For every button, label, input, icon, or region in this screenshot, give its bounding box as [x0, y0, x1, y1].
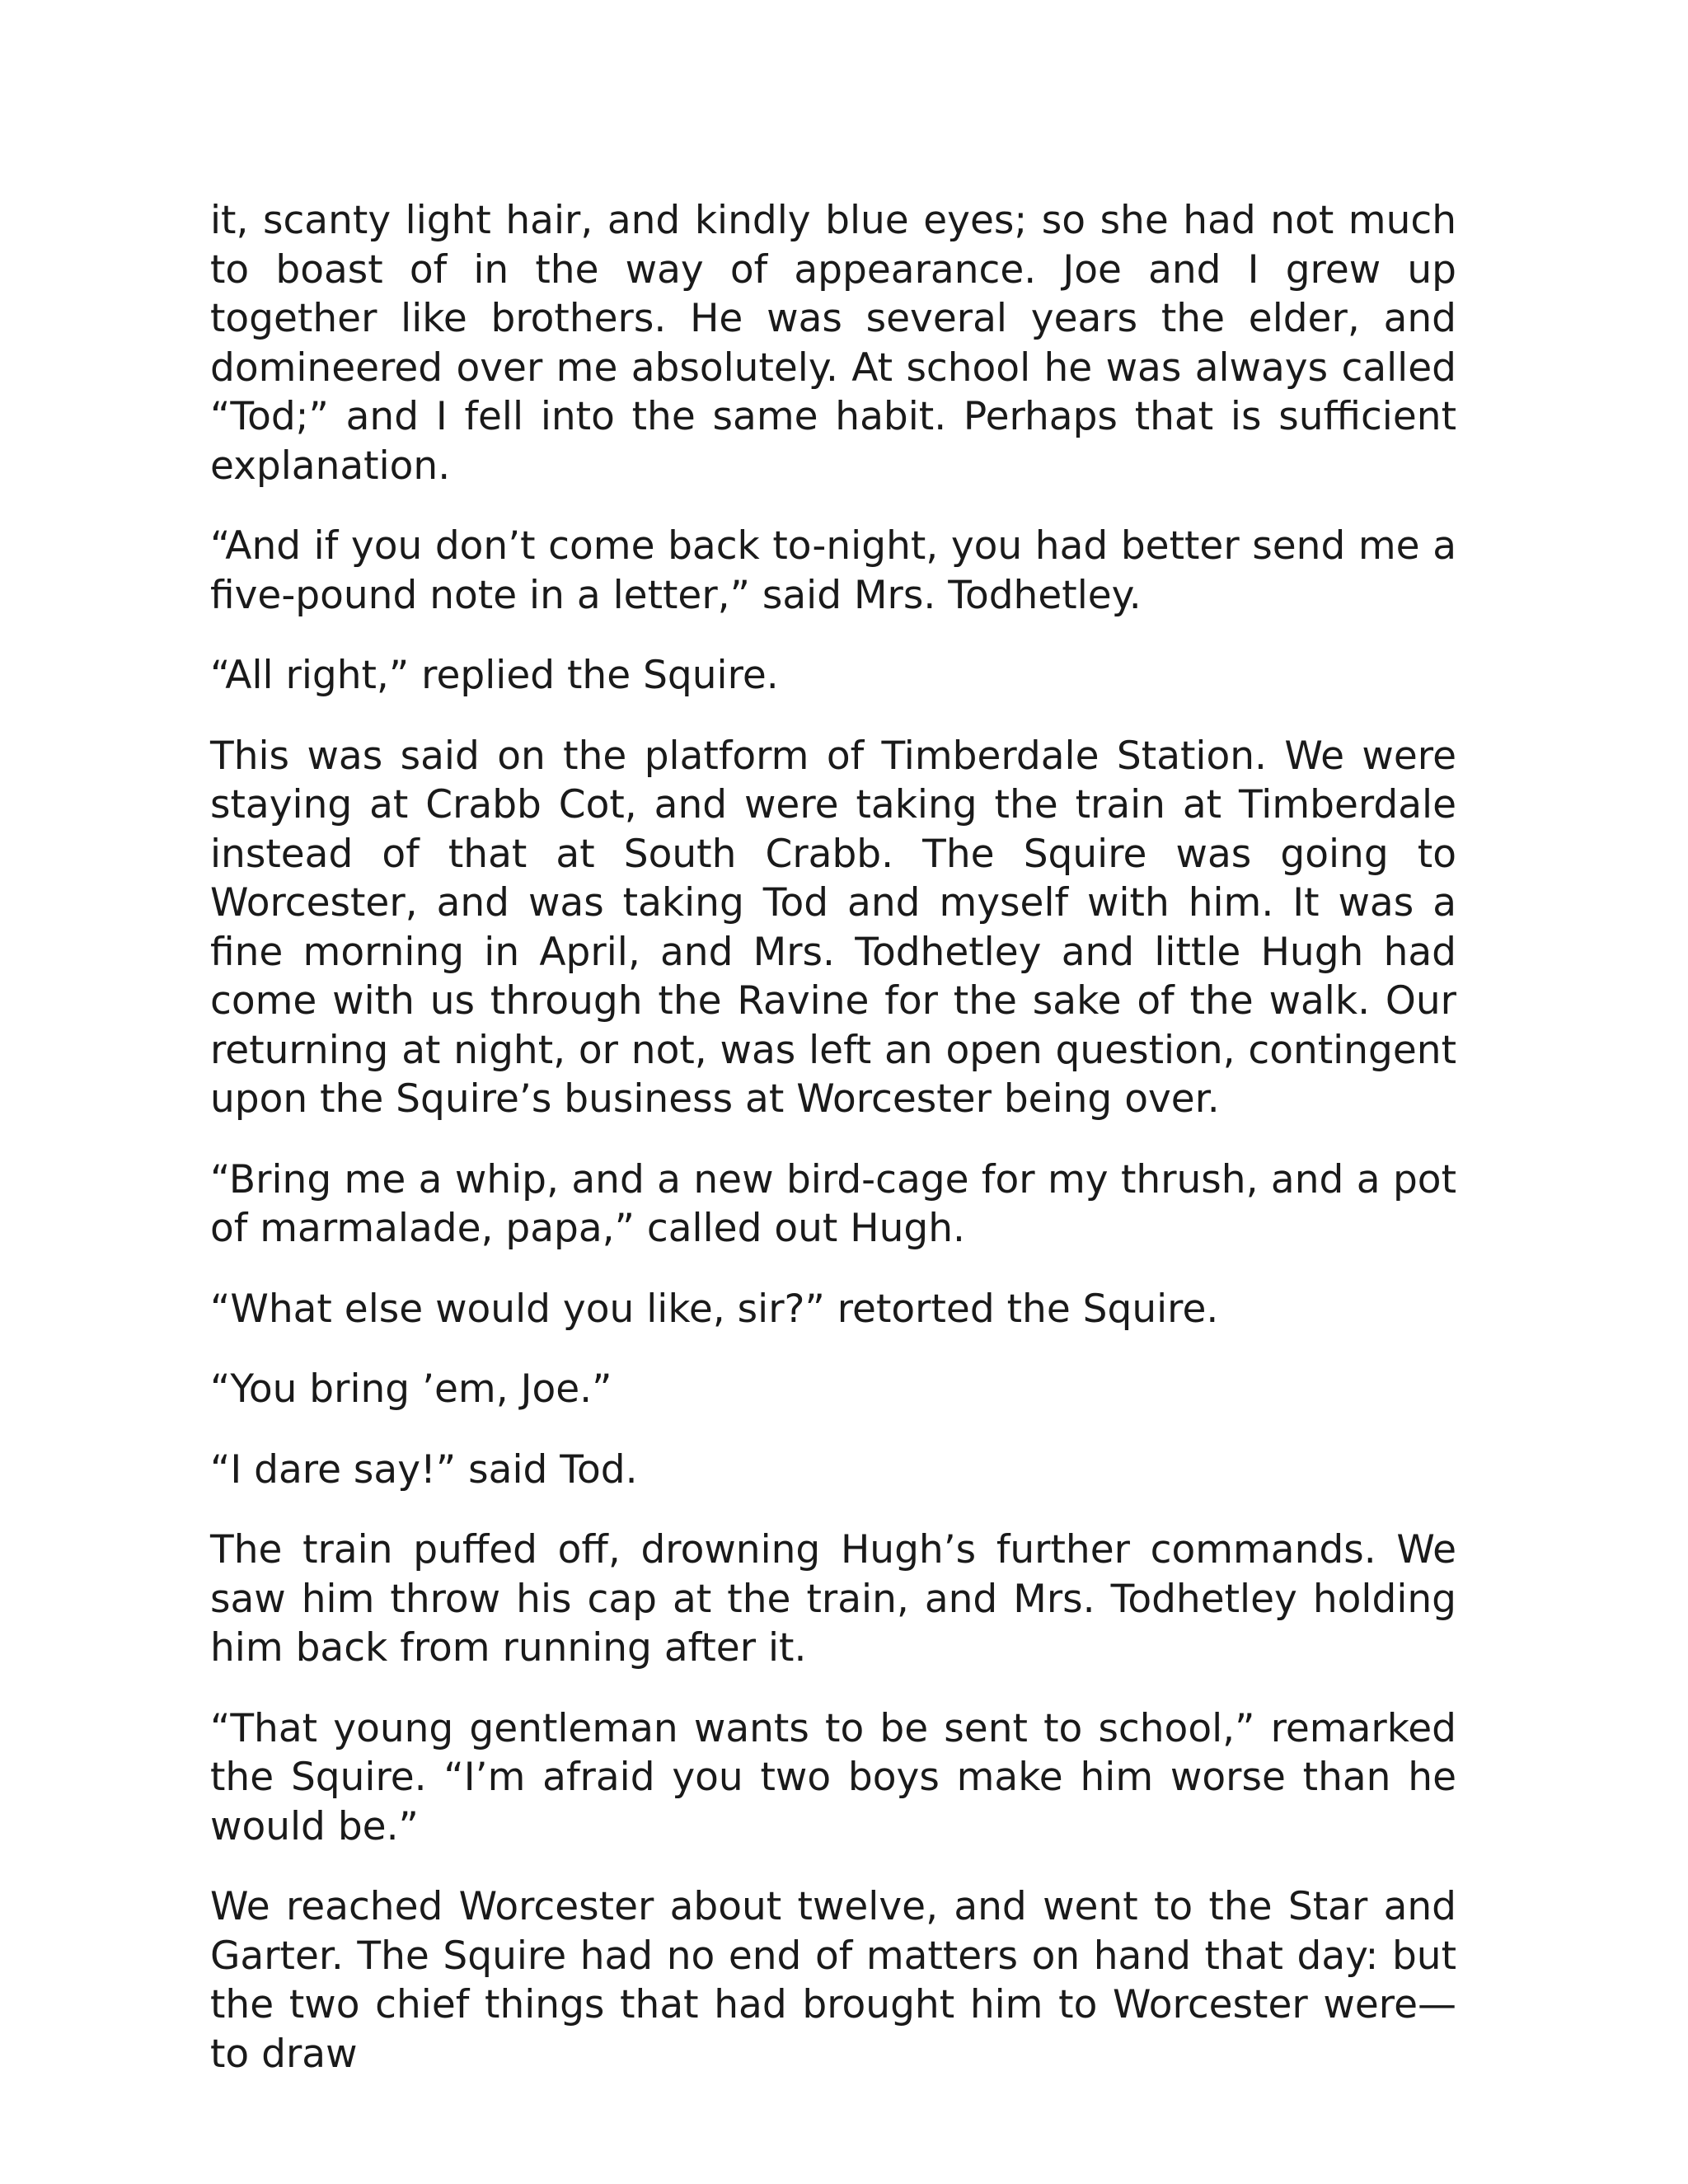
paragraph-4: This was said on the platform of Timberdale Station. We were staying at Crabb Cot, and were taking the train at Timberdale instead of that at South Crabb. The Squire was going to Worcester, and was taking Tod and myself with him. It was a fine morning in April, and Mrs. Todhetley and little Hugh had come with us through the Ravine for the sake of the walk. Our returning at night, or not, was left an open question, contingent upon the Squire’s business at Worcester being over. — [210, 733, 1456, 1122]
paragraph-3: “All right,” replied the Squire. — [210, 653, 779, 698]
paragraph-10: “That young gentleman wants to be sent to school,” remarked the Squire. “I’m afraid you two boys make him worse than he would be.” — [210, 1705, 1456, 1849]
paragraph-6: “What else would you like, sir?” retorted the Squire. — [210, 1286, 1219, 1332]
paragraph-5: “Bring me a whip, and a new bird-cage for my thrush, and a pot of marmalade, papa,” called out Hugh. — [210, 1156, 1456, 1251]
paragraph-9: The train puffed off, drowning Hugh’s further commands. We saw him throw his cap at the train, and Mrs. Todhetley holding him back from running after it. — [210, 1527, 1456, 1671]
paragraph-2: “And if you don’t come back to-night, you had better send me a five-pound note in a letter,” said Mrs. Todhetley. — [210, 523, 1456, 618]
paragraph-1: it, scanty light hair, and kindly blue eyes; so she had not much to boast of in the way of appearance. Joe and I grew up together like brothers. He was several years the elder, and domineered over me absolutely. At school he was always called “Tod;” and I fell into the same habit. Perhaps that is sufficient explanation. — [210, 198, 1456, 489]
paragraph-11: We reached Worcester about twelve, and went to the Star and Garter. The Squire had no end of matters on hand that day: but the two chief things that had brought him to Worcester were—to draw — [210, 1884, 1456, 2077]
paragraph-7: “You bring ’em, Joe.” — [210, 1366, 612, 1412]
book-page — [210, 196, 1456, 2079]
paragraph-8: “I dare say!” said Tod. — [210, 1446, 638, 1493]
